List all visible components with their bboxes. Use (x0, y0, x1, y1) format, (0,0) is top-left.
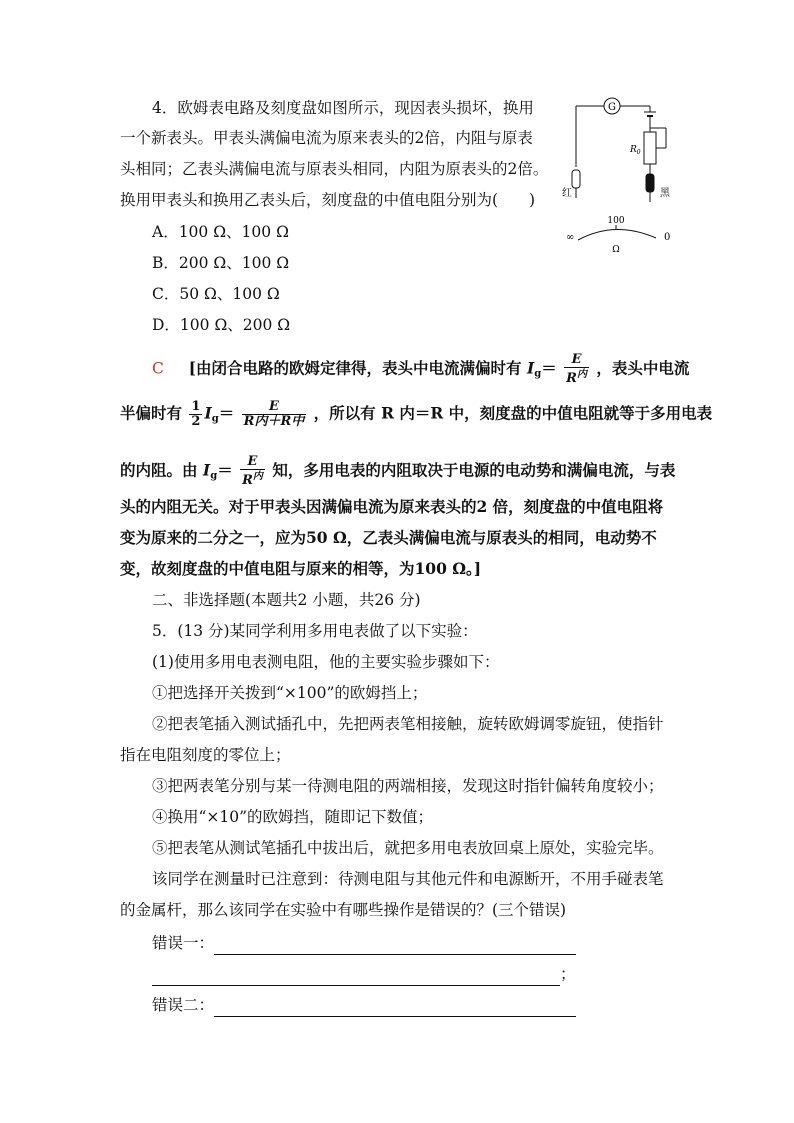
q5-sub1: (1)使用多用电表测电阻，他的主要实验步骤如下： (152, 653, 500, 671)
error-1-row (152, 931, 576, 955)
q4-line-1: 4．欧姆表电路及刻度盘如图所示，现因表头损坏，换用 (152, 99, 534, 117)
ohm-scale-arc (578, 229, 656, 240)
scale-zero-label: 0 (664, 232, 671, 243)
black-probe (646, 174, 654, 192)
galvanometer-label: G (608, 102, 616, 113)
q5-step-2b: 指在电阻刻度的零位上； (120, 746, 291, 764)
answer-line-1: C [由闭合电路的欧姆定律得，表头中电流满偏时有 $I_g=$ $\frac{E}{R^内}$ ，表头中电流 (152, 352, 690, 386)
scale-mid-label: 100 (607, 216, 625, 226)
ig-symbol: I (526, 358, 535, 378)
q4-option-c: C．50 Ω、100 Ω (152, 285, 280, 303)
q4-option-a: A．100 Ω、100 Ω (152, 223, 289, 241)
q4-option-b: B．200 Ω、100 Ω (152, 254, 290, 272)
fraction-half: $\frac{1}{2}$ (191, 399, 201, 429)
fraction-e-over-sum: $\frac{E}{\text{R内＋R中}}$ (243, 399, 305, 429)
fraction-e-over-rnei: $\frac{E}{R^内}$ (566, 352, 587, 386)
error-1-blank-2[interactable] (152, 967, 560, 986)
answer-text-1a: [由闭合电路的欧姆定律得，表头中电流满偏时有 (188, 358, 522, 378)
q5-step-4: ④换用“×10”的欧姆挡，随即记下数值； (152, 808, 434, 826)
answer-line-6: 变，故刻度盘的中值电阻与原来的相等，为100 Ω。] (120, 559, 482, 578)
answer-line-5: 变为原来的二分之一，应为50 Ω，乙表头满偏电流与原表头的相同，电动势不 (120, 528, 657, 547)
error-1-continuation: ； (152, 962, 576, 986)
ohmmeter-circuit-diagram (560, 92, 680, 262)
q5-title: 5．(13 分)某同学利用多用电表做了以下实验： (152, 622, 478, 640)
red-probe (572, 170, 580, 188)
answer-line-3: 的内阻。由 $I_g=$ $\frac{E}{R^内}$ 知，多用电表的内阻取决于电源的电动势和满偏电流，与表 (120, 454, 676, 488)
q5-paragraph-2: 的金属杆，那么该同学在实验中有哪些操作是错误的？(三个错误) (120, 901, 567, 919)
rheostat-symbol (644, 132, 656, 164)
q5-step-5: ⑤把表笔从测试笔插孔中拔出后，就把多用电表放回桌上原处，实验完毕。 (152, 839, 664, 857)
answer-text-1b: ，表头中电流 (596, 358, 690, 378)
answer-text-2b: ，所以有 R 内＝R 中，刻度盘的中值电阻就等于多用电表 (313, 403, 713, 423)
error-2-blank[interactable] (214, 998, 576, 1017)
error-2-label: 错误二： (152, 996, 215, 1014)
q5-step-2a: ②把表笔插入测试插孔中，先把两表笔相接触，旋转欧姆调零旋钮，使指针 (152, 715, 664, 733)
q4-line-2: 一个新表头。甲表头满偏电流为原来表头的2倍，内阻与原表 (120, 129, 533, 147)
answer-line-4: 头的内阻无关。对于甲表头因满偏电流为原来表头的2 倍，刻度盘的中值电阻将 (120, 497, 664, 516)
scale-infinity-label: ∞ (566, 232, 575, 243)
error-1-blank[interactable] (214, 936, 576, 955)
error-2-row (152, 993, 576, 1017)
section-heading: 二、非选择题(本题共2 小题，共26 分) (152, 591, 421, 609)
red-probe-label: 红 (562, 188, 572, 199)
q5-paragraph-1: 该同学在测量时已注意到：待测电阻与其他元件和电源断开，不用手碰表笔 (152, 870, 664, 888)
q4-line-4: 换用甲表头和换用乙表头后，刻度盘的中值电阻分别为( ) (120, 191, 536, 209)
q4-line-3: 头相同；乙表头满偏电流与原表头相同，内阻为原表头的2倍。 (120, 160, 549, 178)
black-probe-label: 黑 (660, 188, 670, 199)
fraction-e-over-rnei-2: $\frac{E}{R^内}$ (242, 454, 263, 488)
q5-step-3: ③把两表笔分别与某一待测电阻的两端相接，发现这时指针偏转角度较小； (152, 777, 664, 795)
error-1-label: 错误一： (152, 934, 215, 952)
answer-line-2: 半偏时有 $\frac{1}{2}$ $I_g=$ $\frac{E}{\text{R内＋R中}}$ ，所以有 R 内＝R 中，刻度盘的中值电阻就等于多用电表 (120, 399, 713, 429)
q5-step-1: ①把选择开关拨到“×100”的欧姆挡上； (152, 684, 428, 702)
answer-letter: C (152, 359, 164, 378)
scale-unit-label: Ω (612, 245, 620, 255)
q4-option-d: D．100 Ω、200 Ω (152, 316, 291, 334)
resistor-label: $R_0$ (630, 145, 641, 156)
